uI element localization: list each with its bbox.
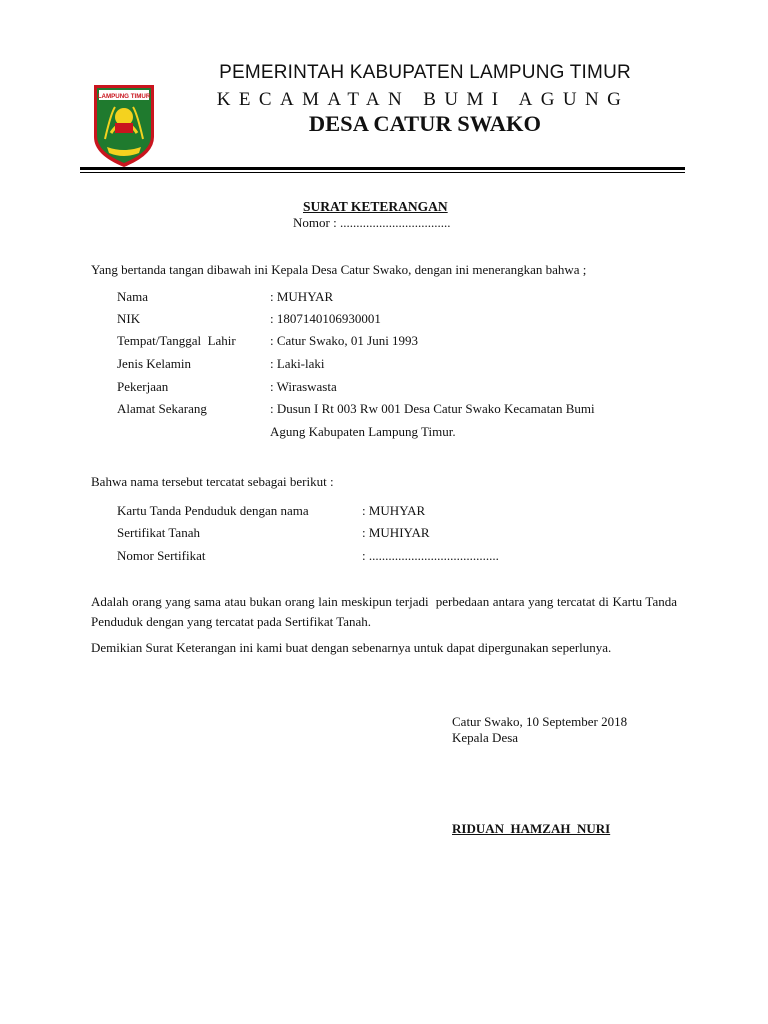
header-rule-thick [80,167,685,170]
record-label: Sertifikat Tanah [117,525,200,540]
person-row [117,353,677,375]
record-value: : MUHYAR [362,503,426,518]
signature-position: Kepala Desa [452,730,519,745]
person-row [117,376,677,398]
person-row-continued [117,421,677,443]
statement-paragraph: Adalah orang yang sama atau bukan orang lain meskipun terjadi perbedaan antara yang tercatat di Kartu Tanda Penduduk dengan yang tercatat pada Sertifikat Tanah. [91,594,681,629]
field-value: : MUHYAR [270,289,334,304]
regency-logo [91,83,157,169]
field-value: : Catur Swako, 01 Juni 1993 [270,333,419,348]
signatory-name: RIDUAN HAMZAH NURI [452,821,611,836]
field-label: Pekerjaan [117,379,169,394]
person-row [117,398,677,420]
signature-place-date: Catur Swako, 10 September 2018 [452,714,628,729]
record-value: : MUHIYAR [362,525,430,540]
field-label: Nama [117,289,149,304]
field-label: NIK [117,311,141,326]
logo-text: LAMPUNG TIMUR [97,93,151,100]
record-label: Nomor Sertifikat [117,548,206,563]
records-intro: Bahwa nama tersebut tercatat sebagai berikut : [91,474,334,489]
document-title: SURAT KETERANGAN [303,199,448,214]
field-label: Alamat Sekarang [117,401,207,416]
person-row [117,308,677,330]
district-title: KECAMATAN BUMI AGUNG [216,89,630,110]
header-rule-thin [80,172,685,173]
field-value: : Wiraswasta [270,379,337,394]
document-number: Nomor : .................................. [293,215,451,230]
field-label: Jenis Kelamin [117,356,192,371]
village-title: DESA CATUR SWAKO [308,111,542,136]
record-value: : ........................................ [362,548,499,563]
record-row [117,545,677,567]
field-value: : Dusun I Rt 003 Rw 001 Desa Catur Swako Kecamatan Bumi [270,401,595,416]
field-value: Agung Kabupaten Lampung Timur. [270,424,456,439]
field-label: Tempat/Tanggal Lahir [117,333,236,348]
intro-paragraph: Yang bertanda tangan dibawah ini Kepala Desa Catur Swako, dengan ini menerangkan bahwa ; [91,262,587,277]
field-value: : 1807140106930001 [270,311,381,326]
records-details [117,500,677,570]
person-row [117,286,677,308]
field-value: : Laki-laki [270,356,325,371]
person-row [117,330,677,352]
record-row [117,522,677,544]
record-row [117,500,677,522]
closing-paragraph: Demikian Surat Keterangan ini kami buat dengan sebenarnya untuk dapat dipergunakan seperlunya. [91,640,612,655]
record-label: Kartu Tanda Penduduk dengan nama [117,503,309,518]
person-details [117,286,677,446]
government-title: PEMERINTAH KABUPATEN LAMPUNG TIMUR [219,62,631,83]
